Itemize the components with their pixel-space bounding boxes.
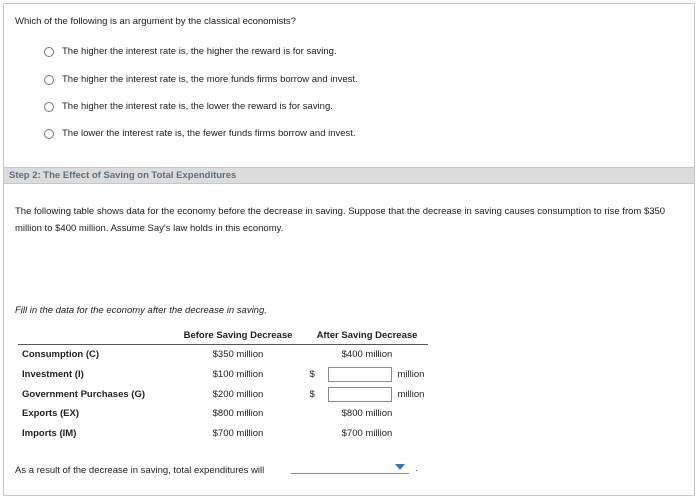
option-higher-rate-higher-reward[interactable] (44, 46, 337, 57)
radio-button[interactable] (44, 47, 54, 57)
table-row (18, 345, 428, 365)
option-label: The higher the interest rate is, the lower the reward is for saving. (62, 101, 333, 112)
after-entry-cell (306, 384, 428, 404)
step-header-bar (4, 167, 694, 184)
sentence-period: . (415, 463, 418, 474)
before-value: $200 million (212, 388, 264, 400)
row-label: Government Purchases (G) (22, 388, 146, 400)
header-blank (18, 327, 170, 345)
before-value: $700 million (212, 428, 264, 440)
economy-data-table (18, 327, 428, 443)
table-header-row (18, 327, 428, 345)
after-value: $400 million (341, 349, 393, 361)
header-after: After Saving Decrease (306, 327, 428, 345)
chevron-down-icon[interactable] (395, 464, 405, 470)
option-higher-rate-more-invest[interactable] (44, 74, 358, 85)
step-title: Step 2: The Effect of Saving on Total Expenditures (9, 170, 237, 181)
unit-label: million (397, 369, 425, 381)
row-label: Consumption (C) (22, 349, 100, 361)
table-instruction: Fill in the data for the economy after the decrease in saving. (15, 305, 267, 316)
unit-label: million (397, 388, 425, 400)
option-lower-rate-fewer-invest[interactable] (44, 128, 356, 139)
currency-symbol: $ (309, 388, 315, 400)
step-description: The following table shows data for the economy before the decrease in saving. Suppose that the decrease in saving causes consumption to rise from $350 million to $400 million. Assume Say's law holds in this economy. (15, 206, 666, 234)
row-label: Investment (I) (22, 369, 84, 381)
row-label: Imports (IM) (22, 428, 77, 440)
after-entry-cell (306, 365, 428, 385)
after-value: $700 million (341, 428, 393, 440)
header-before: Before Saving Decrease (170, 327, 306, 345)
radio-button[interactable] (44, 129, 54, 139)
option-label: The higher the interest rate is, the more funds firms borrow and invest. (62, 74, 358, 85)
table-row (18, 384, 428, 404)
radio-button[interactable] (44, 102, 54, 112)
currency-symbol: $ (309, 369, 315, 381)
after-value: $800 million (341, 408, 393, 420)
result-sentence: As a result of the decrease in saving, total expenditures will (15, 465, 265, 476)
investment-after-input[interactable] (328, 367, 392, 382)
table-row (18, 424, 428, 444)
option-higher-rate-lower-reward[interactable] (44, 101, 333, 112)
table-row (18, 365, 428, 385)
table-row (18, 404, 428, 424)
before-value: $350 million (212, 349, 264, 361)
radio-button[interactable] (44, 75, 54, 85)
government-purchases-after-input[interactable] (328, 387, 392, 402)
before-value: $100 million (212, 369, 264, 381)
row-label: Exports (EX) (22, 408, 80, 420)
option-label: The lower the interest rate is, the fewer funds firms borrow and invest. (62, 128, 356, 139)
option-label: The higher the interest rate is, the higher the reward is for saving. (62, 46, 337, 57)
before-value: $800 million (212, 408, 264, 420)
total-expenditures-dropdown[interactable] (291, 459, 409, 474)
question-text: Which of the following is an argument by the classical economists? (15, 16, 296, 27)
